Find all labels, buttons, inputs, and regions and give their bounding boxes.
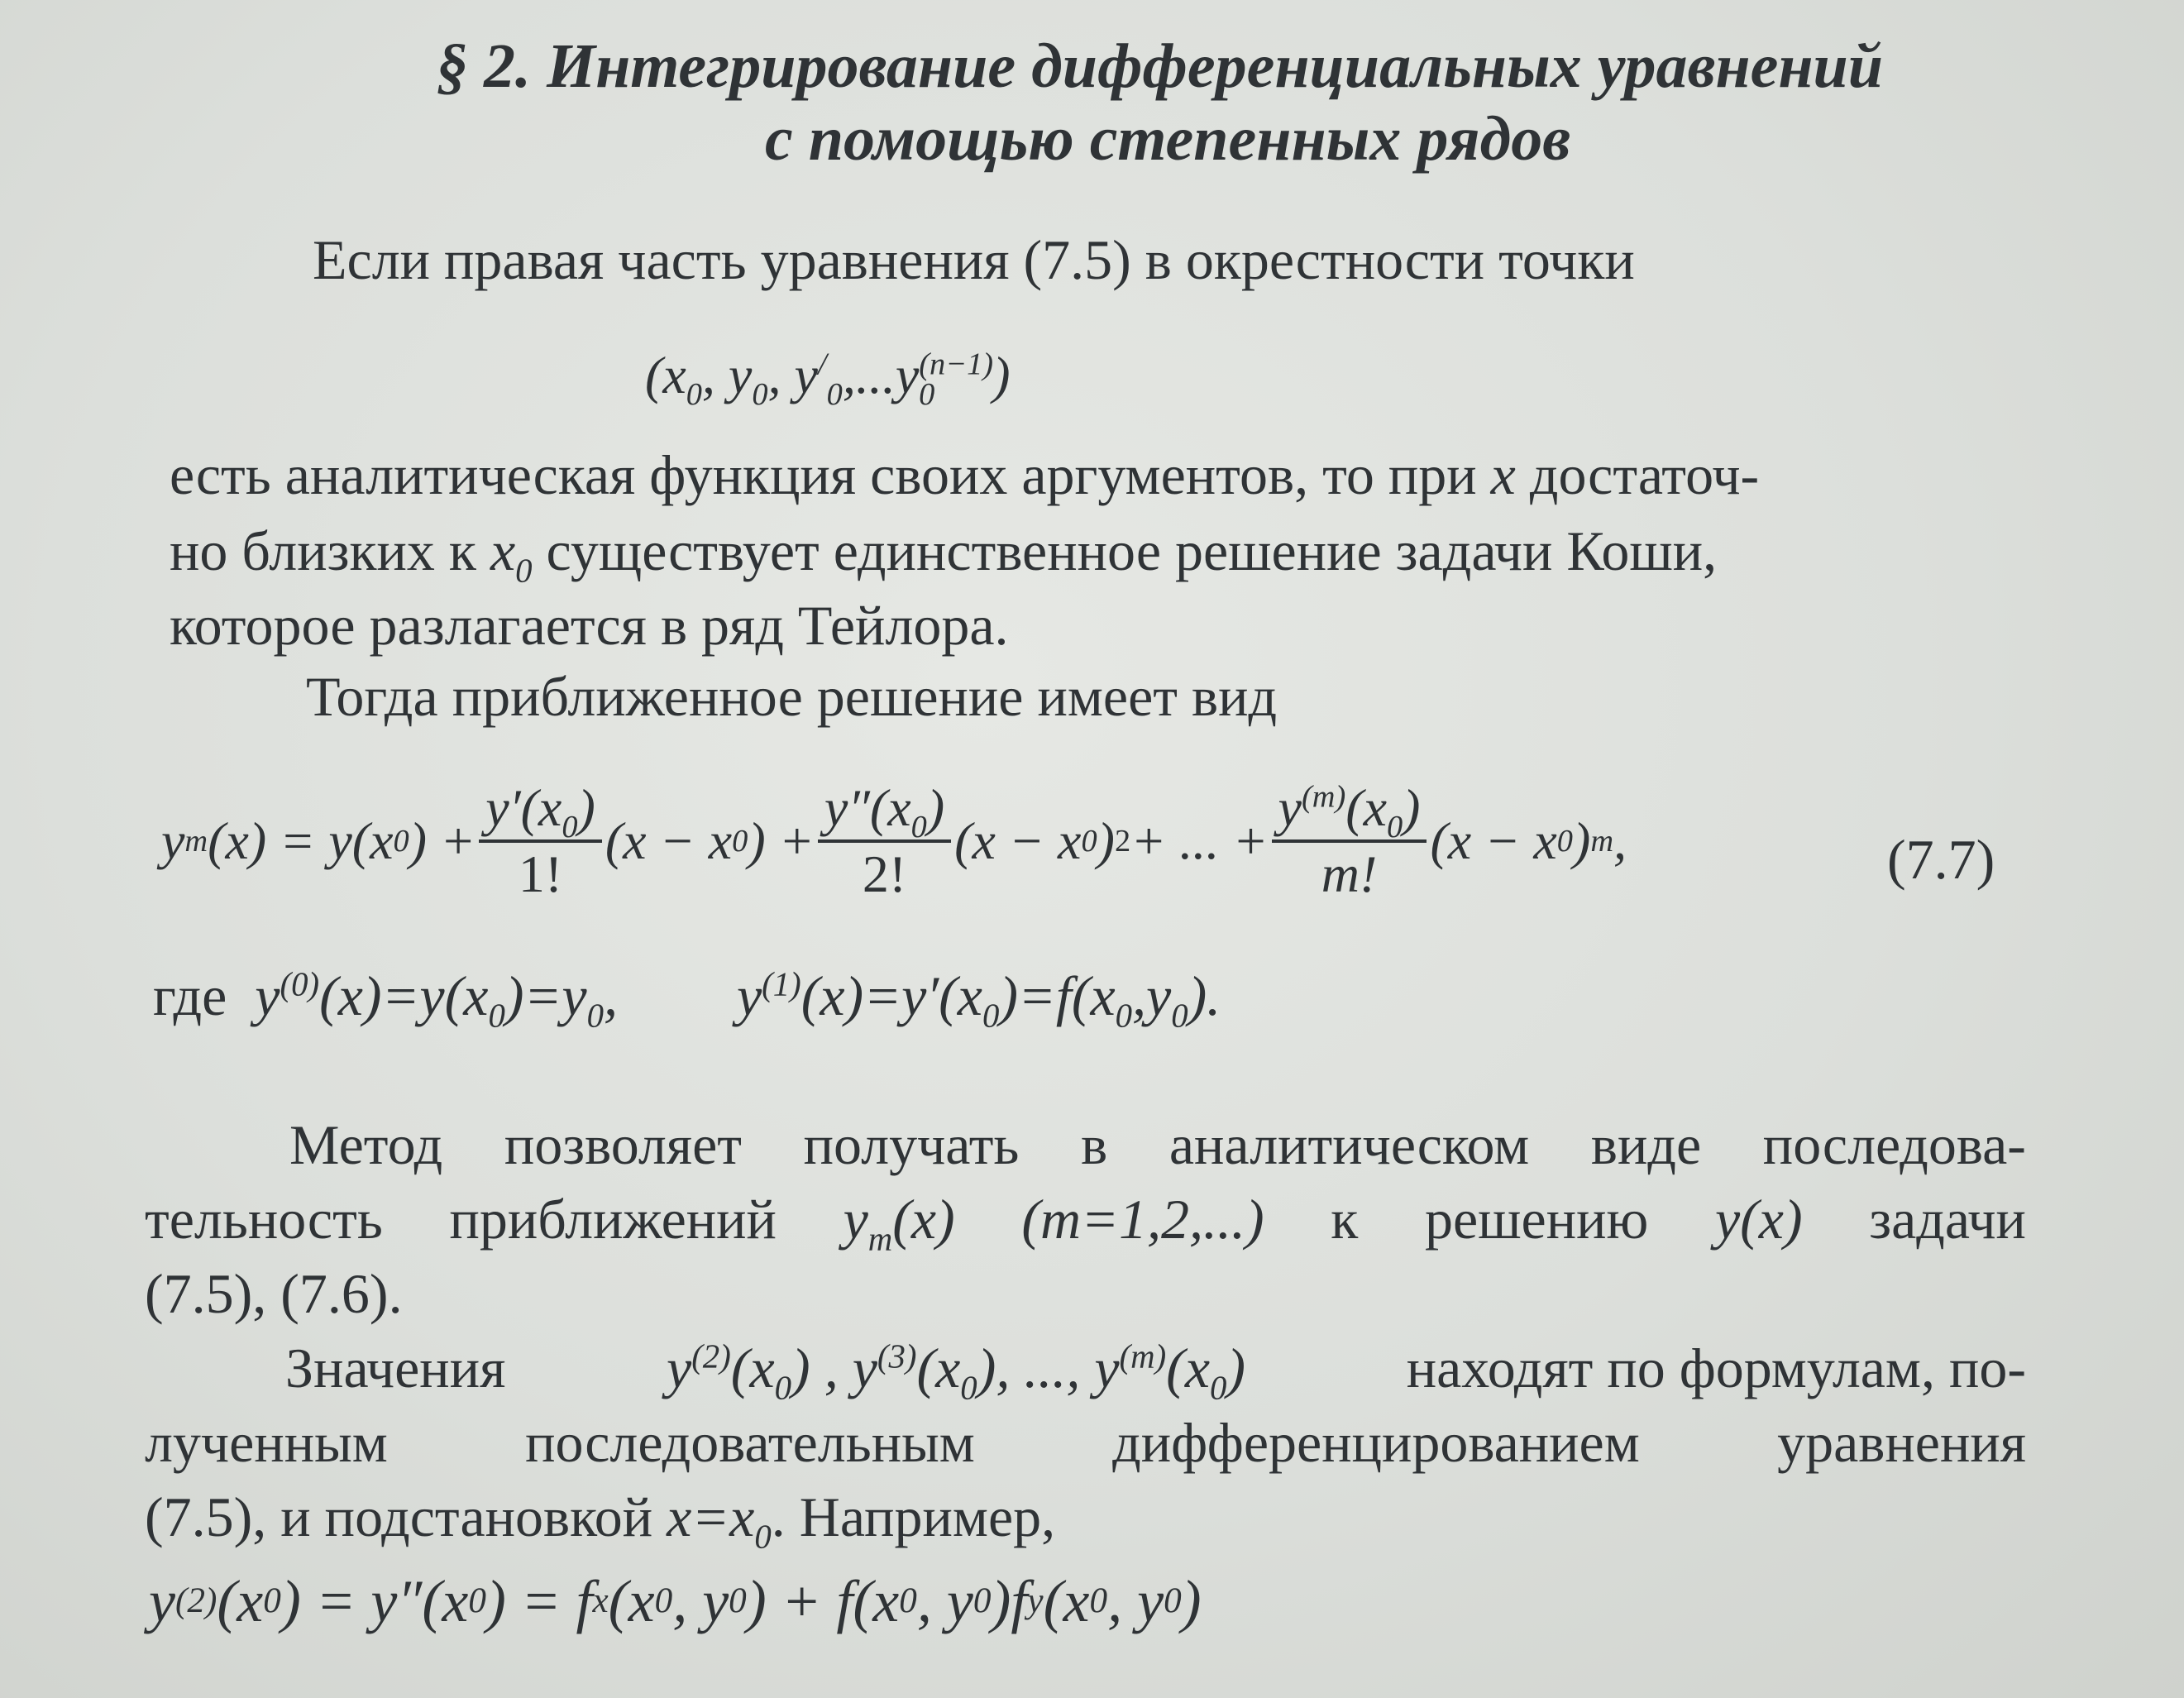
p1-line4-after: существует единственное решение задачи Коши, [546, 519, 1718, 582]
p3-word: дифференцированием [1112, 1411, 1640, 1474]
order-m: (m) [1119, 1337, 1167, 1375]
paren-close: ) [1403, 778, 1421, 837]
w-y: y [736, 964, 762, 1027]
sub-0: 0 [960, 1369, 977, 1407]
paren-close: ) [926, 778, 945, 837]
order-3: (3) [877, 1337, 917, 1375]
f-term1-plus: ) + [748, 811, 815, 870]
f-lhs-y: y [161, 811, 185, 870]
paren-close: ) [791, 1337, 810, 1399]
frac2-den: 2! [862, 844, 907, 903]
values-list [667, 1337, 1246, 1407]
sub-0: 0 [754, 1518, 772, 1556]
sep: , [824, 1337, 839, 1399]
point-close: ) [992, 346, 1011, 404]
ym-y: y [843, 1188, 868, 1251]
point-expression: ($x_0$, $y_0$, $y^/_0,...y^{(n-1)}_0$ ) [645, 346, 1011, 412]
p3-word: лученным [145, 1411, 388, 1474]
paragraph-2-line-2 [145, 1188, 2026, 1258]
equation-number-7-7 [1887, 828, 1995, 891]
sub-0: 0 [910, 809, 927, 844]
w-y: y [255, 964, 280, 1027]
ym-of-x [843, 1188, 955, 1258]
formula-second-derivative: y (2) (x 0 ) = y″(x 0 ) = f x (x 0 , y 0 ) + f(x 0 , y 0 )f y (x 0 , y 0 ) [149, 1568, 1202, 1634]
xeq-text: x=x [667, 1485, 755, 1548]
paren-close: ) [1573, 811, 1591, 870]
w-a4: , [603, 964, 618, 1027]
fraction-term-1 [479, 778, 602, 903]
p2-word: тельность [145, 1188, 383, 1251]
p1-line3-before: есть аналитическая функция своих аргументов, то при [170, 443, 1477, 506]
fracm-x: (x [1345, 778, 1387, 837]
v-y: y [1094, 1337, 1120, 1399]
paragraph-1-line-4 [170, 519, 1718, 590]
paragraph-3-line-2 [145, 1411, 2026, 1474]
sub-0: 0 [515, 552, 533, 590]
paren-close: ) [977, 1337, 996, 1399]
sub-0: 0 [982, 997, 1000, 1035]
sep: , [996, 1337, 1011, 1399]
p2-word: задачи [1869, 1188, 2026, 1251]
sub-0: 0 [1386, 809, 1403, 844]
w-b3: )=f(x [999, 964, 1116, 1027]
fracm-den: m! [1321, 844, 1378, 903]
p2-line3-text: (7.5), (7.6). [145, 1262, 403, 1325]
sub-0: 0 [826, 376, 843, 412]
x-letter: x [490, 519, 516, 582]
p2-word: виде [1590, 1113, 1702, 1176]
order-0: (0) [280, 965, 320, 1003]
eq-label: (7.7) [1887, 828, 1995, 891]
section-heading-line-2 [765, 104, 1571, 174]
f-comma: , [1613, 811, 1627, 870]
v-x: (x [916, 1337, 961, 1399]
paragraph-1-line-1 [313, 228, 1635, 291]
fl-b: (x [217, 1568, 264, 1634]
p2-word: позволяет [504, 1113, 742, 1176]
p2-word: аналитическом [1168, 1113, 1530, 1176]
p3-word: уравнения [1777, 1411, 2026, 1474]
w-a2: (x)=y(x [319, 964, 489, 1027]
frac1-num [479, 778, 602, 844]
where-word: где [153, 964, 227, 1027]
order-1: (1) [762, 965, 801, 1003]
sub-0: 0 [1210, 1369, 1227, 1407]
sub-0: 0 [562, 809, 578, 844]
v-y: y [667, 1337, 692, 1399]
frac2-num-text: y″(x [824, 778, 911, 837]
heading-text-1: § 2. Интегрирование дифференциальных уравнений [437, 31, 1884, 101]
point-y-prime: y [794, 346, 818, 404]
paragraph-1-line-6 [306, 665, 1278, 728]
w-b4: ,y [1132, 964, 1172, 1027]
p2-word: к [1331, 1188, 1359, 1251]
p2-word: решению [1424, 1188, 1649, 1251]
section-heading-line-1 [437, 31, 1884, 101]
frac2-num [818, 778, 951, 844]
p3-line3-b: . Например, [771, 1485, 1056, 1548]
where-eq-1 [255, 964, 618, 1035]
sub-0: 0 [586, 997, 604, 1035]
ellipsis: ..., [1024, 1337, 1081, 1399]
fl-d: ) = f [485, 1568, 593, 1634]
order-n-1: (n−1) [919, 347, 994, 382]
fl-e: (x [608, 1568, 655, 1634]
frac1-den: 1! [518, 844, 563, 903]
paren-close: ) [1226, 1337, 1246, 1399]
p3-word: Значения [285, 1337, 506, 1399]
paragraph-1-line-3 [170, 443, 1760, 506]
fl-j: (x [1043, 1568, 1090, 1634]
where-line [153, 964, 1221, 1035]
v-y: y [852, 1337, 877, 1399]
fl-c: ) = y″(x [280, 1568, 469, 1634]
f-term3-tail: (x − x [1430, 811, 1557, 870]
p1-line3-after: достаточ- [1529, 443, 1760, 506]
sub-0: 0 [752, 376, 768, 412]
point-x: (x [645, 346, 686, 404]
fl-y: y [149, 1568, 175, 1634]
p2-word: в [1081, 1113, 1108, 1176]
sub-0: 0 [1171, 997, 1188, 1035]
prime-mark: / [817, 347, 827, 382]
fl-g: ) + f(x [746, 1568, 900, 1634]
p1-line1-text: Если правая часть уравнения (7.5) в окрестности точки [313, 228, 1635, 291]
fl-f: , y [672, 1568, 729, 1634]
where-eq-2 [736, 964, 1221, 1035]
w-b5: ). [1188, 964, 1221, 1027]
fraction-term-m [1272, 778, 1427, 903]
f-lhs-rest: (x) = y(x [208, 811, 394, 870]
sub-0: 0 [774, 1369, 792, 1407]
sub-m: m [867, 1220, 893, 1258]
sub-0: 0 [919, 376, 935, 412]
paren-close: ) [577, 778, 595, 837]
p2-word: приближений [449, 1188, 777, 1251]
x-eq-x0 [667, 1485, 772, 1556]
p2-word: получать [803, 1113, 1020, 1176]
fl-l: ) [1181, 1568, 1202, 1634]
fl-k: , y [1107, 1568, 1164, 1634]
v-x: (x [1166, 1337, 1210, 1399]
ym-rest: (x) [892, 1188, 955, 1251]
order-2: (2) [691, 1337, 731, 1375]
p3-word: последовательным [525, 1411, 975, 1474]
p1-line4-before: но близких к [170, 519, 476, 582]
f-term2-tail: (x − x [954, 811, 1082, 870]
paren-close: ) [1097, 811, 1115, 870]
w-a3: )=y [504, 964, 587, 1027]
paragraph-2-line-3 [145, 1262, 403, 1325]
sub-0: 0 [488, 997, 505, 1035]
fracm-num [1272, 778, 1427, 844]
paragraph-3-line-3 [145, 1485, 1056, 1556]
var-x: x [1490, 443, 1516, 506]
w-b2: (x)=y′(x [800, 964, 982, 1027]
paragraph-1-line-5 [170, 594, 1009, 657]
formula-7-7: y m (x) = y(x 0 ) + $\frac{y'(x_0)}{1!}$ (x − x 0 ) + $\frac{y''(x_0)}{2!}$ (x − x 0 ) 2 + ... + $\frac{y^{(m)}(x_0)}{m!}$ (x − x 0 ) m , [161, 778, 1627, 903]
m-range: (m=1,2,...) [1021, 1188, 1264, 1251]
var-x0 [490, 519, 533, 590]
fracm-y: y [1278, 778, 1302, 837]
fraction-term-2 [818, 778, 951, 903]
point-y: y [728, 346, 753, 404]
paragraph-2-line-1 [289, 1113, 2026, 1176]
p3-line1-after: находят по формулам, по- [1406, 1337, 2026, 1399]
paragraph-3-line-1 [285, 1337, 2026, 1407]
f-dots: + ... + [1130, 811, 1269, 870]
heading-text-2: с помощью степенных рядов [765, 104, 1571, 174]
p1-line5-text: которое разлагается в ряд Тейлора. [170, 594, 1009, 657]
v-x: (x [730, 1337, 775, 1399]
p1-line6-text: Тогда приближенное решение имеет вид [306, 665, 1278, 728]
fl-i: )f [991, 1568, 1028, 1634]
p2-word: последова- [1762, 1113, 2026, 1176]
p3-line3-a: (7.5), и подстановкой [145, 1485, 653, 1548]
f-term1-tail: (x − x [605, 811, 733, 870]
order-m: (m) [1301, 779, 1346, 815]
sub-0: 0 [686, 376, 702, 412]
f-lhs-plus: ) + [409, 811, 476, 870]
p2-word: Метод [289, 1113, 443, 1176]
y-of-x: y(x) [1714, 1188, 1803, 1251]
frac1-num-text: y′(x [485, 778, 562, 837]
sub-0: 0 [1115, 997, 1133, 1035]
point-dots: ...y [855, 346, 920, 404]
fl-h: , y [916, 1568, 973, 1634]
